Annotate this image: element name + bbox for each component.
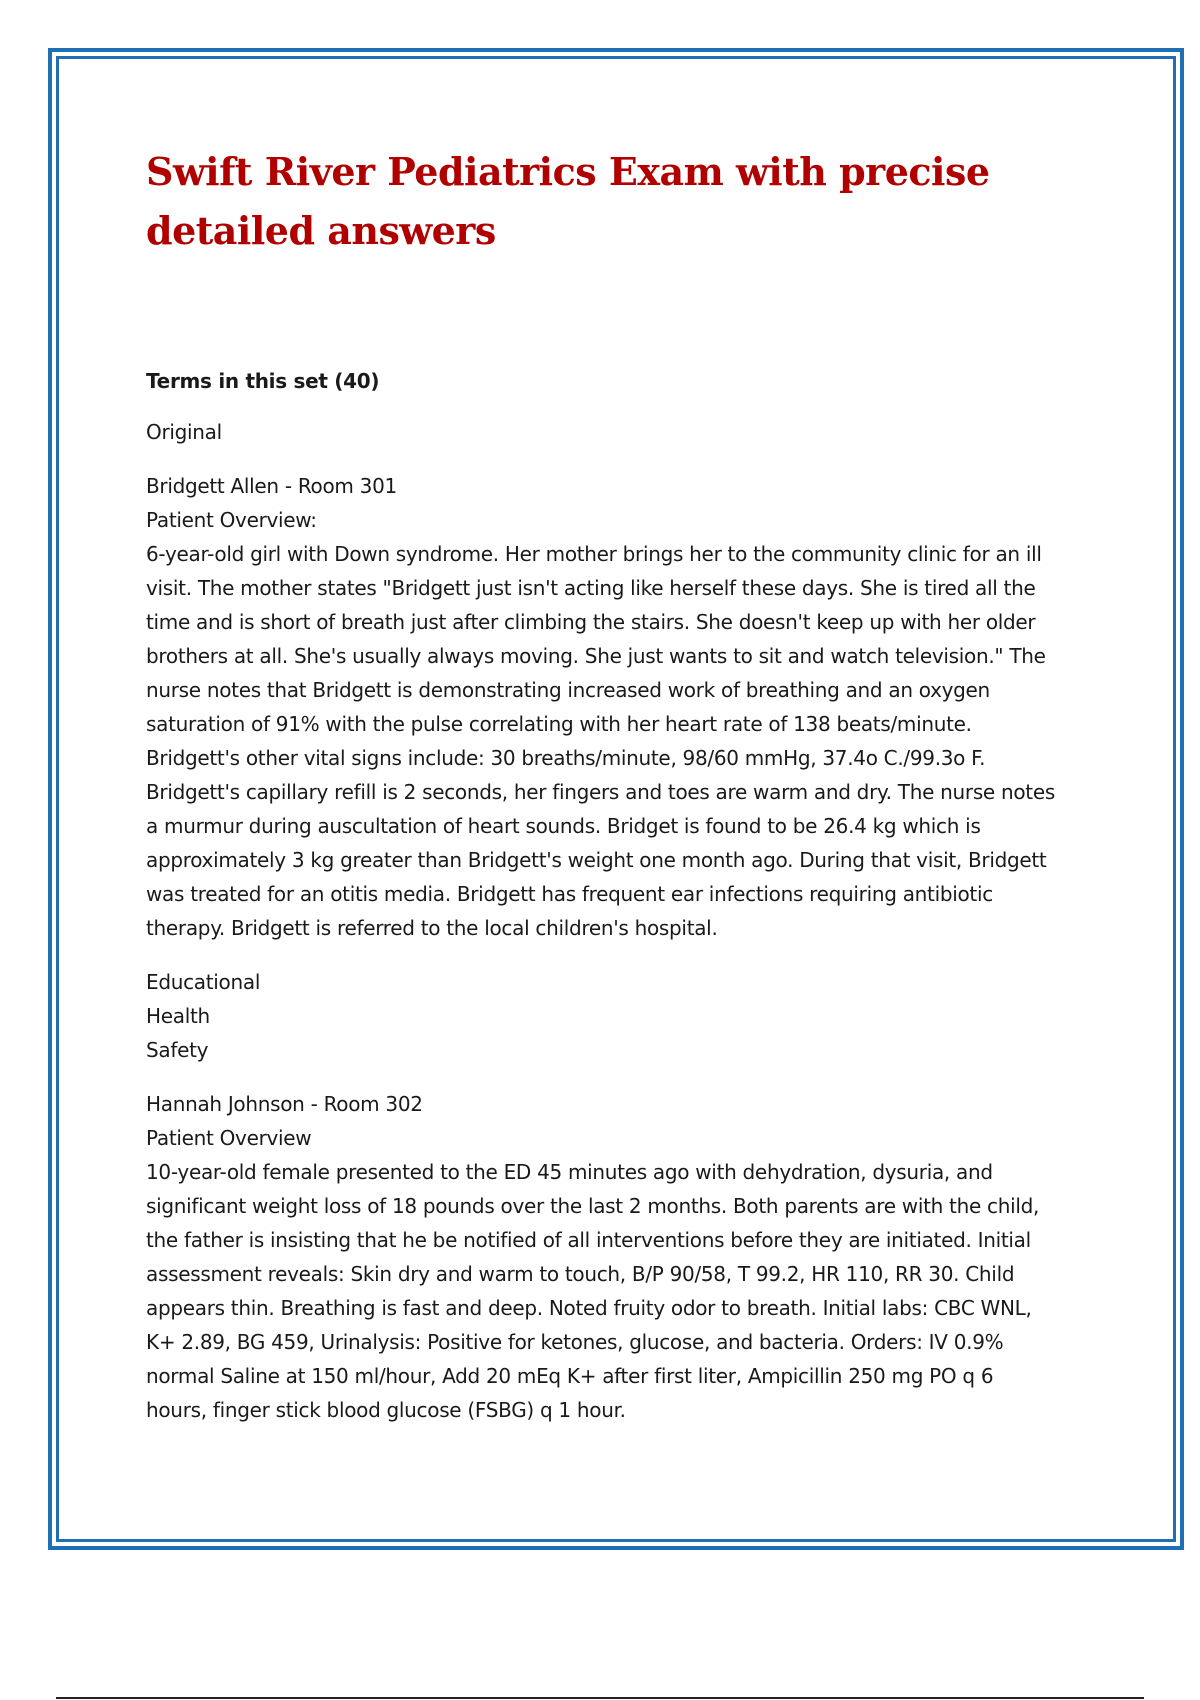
- overview-line: therapy. Bridgett is referred to the local children's hospital.: [146, 916, 718, 940]
- overview-line: Bridgett's other vital signs include: 30 breaths/minute, 98/60 mmHg, 37.4o C./99.3o F.: [146, 746, 986, 770]
- terms-heading: Terms in this set (40): [146, 369, 380, 393]
- category-item: Educational: [146, 970, 261, 994]
- overview-line: the father is insisting that he be notified of all interventions before they are initiated. Initial: [146, 1228, 1031, 1252]
- footer-rule: [56, 1697, 1144, 1699]
- overview-line: K+ 2.89, BG 459, Urinalysis: Positive for ketones, glucose, and bacteria. Orders: IV 0.9%: [146, 1330, 1004, 1354]
- overview-line: normal Saline at 150 ml/hour, Add 20 mEq K+ after first liter, Ampicillin 250 mg PO q 6: [146, 1364, 994, 1388]
- patient-2-overview-label: Patient Overview: [146, 1126, 312, 1150]
- patient-1-overview: [146, 537, 1092, 945]
- category-list: [146, 965, 1092, 1067]
- patient-1-name: Bridgett Allen - Room 301: [146, 474, 397, 498]
- category-item: Safety: [146, 1038, 209, 1062]
- patient-1-overview-label: Patient Overview:: [146, 508, 317, 532]
- category-item: Health: [146, 1004, 210, 1028]
- overview-line: was treated for an otitis media. Bridgett has frequent ear infections requiring antibiotic: [146, 882, 993, 906]
- overview-line: 6-year-old girl with Down syndrome. Her mother brings her to the community clinic for an ill: [146, 542, 1042, 566]
- overview-line: hours, finger stick blood glucose (FSBG) q 1 hour.: [146, 1398, 626, 1422]
- overview-line: approximately 3 kg greater than Bridgett's weight one month ago. During that visit, Bridgett: [146, 848, 1047, 872]
- patient-2-overview: [146, 1155, 1092, 1427]
- overview-line: Bridgett's capillary refill is 2 seconds, her fingers and toes are warm and dry. The nurse notes: [146, 780, 1055, 804]
- overview-line: 10-year-old female presented to the ED 45 minutes ago with dehydration, dysuria, and: [146, 1160, 993, 1184]
- overview-line: a murmur during auscultation of heart sounds. Bridget is found to be 26.4 kg which is: [146, 814, 981, 838]
- overview-line: assessment reveals: Skin dry and warm to touch, B/P 90/58, T 99.2, HR 110, RR 30. Child: [146, 1262, 1015, 1286]
- overview-line: visit. The mother states "Bridgett just isn't acting like herself these days. She is tired all the: [146, 576, 1036, 600]
- patient-2-block: [146, 1087, 1092, 1427]
- document-body: [146, 142, 1092, 1427]
- overview-line: significant weight loss of 18 pounds over the last 2 months. Both parents are with the child,: [146, 1194, 1040, 1218]
- overview-line: nurse notes that Bridgett is demonstrating increased work of breathing and an oxygen: [146, 678, 990, 702]
- patient-1-block: [146, 469, 1092, 945]
- patient-2-name: Hannah Johnson - Room 302: [146, 1092, 423, 1116]
- overview-line: appears thin. Breathing is fast and deep. Noted fruity odor to breath. Initial labs: CBC WNL,: [146, 1296, 1032, 1320]
- original-label: Original: [146, 420, 222, 444]
- overview-line: time and is short of breath just after climbing the stairs. She doesn't keep up with her older: [146, 610, 1036, 634]
- overview-line: brothers at all. She's usually always moving. She just wants to sit and watch television." The: [146, 644, 1046, 668]
- overview-line: saturation of 91% with the pulse correlating with her heart rate of 138 beats/minute.: [146, 712, 972, 736]
- document-title: Swift River Pediatrics Exam with precise detailed answers: [146, 149, 990, 253]
